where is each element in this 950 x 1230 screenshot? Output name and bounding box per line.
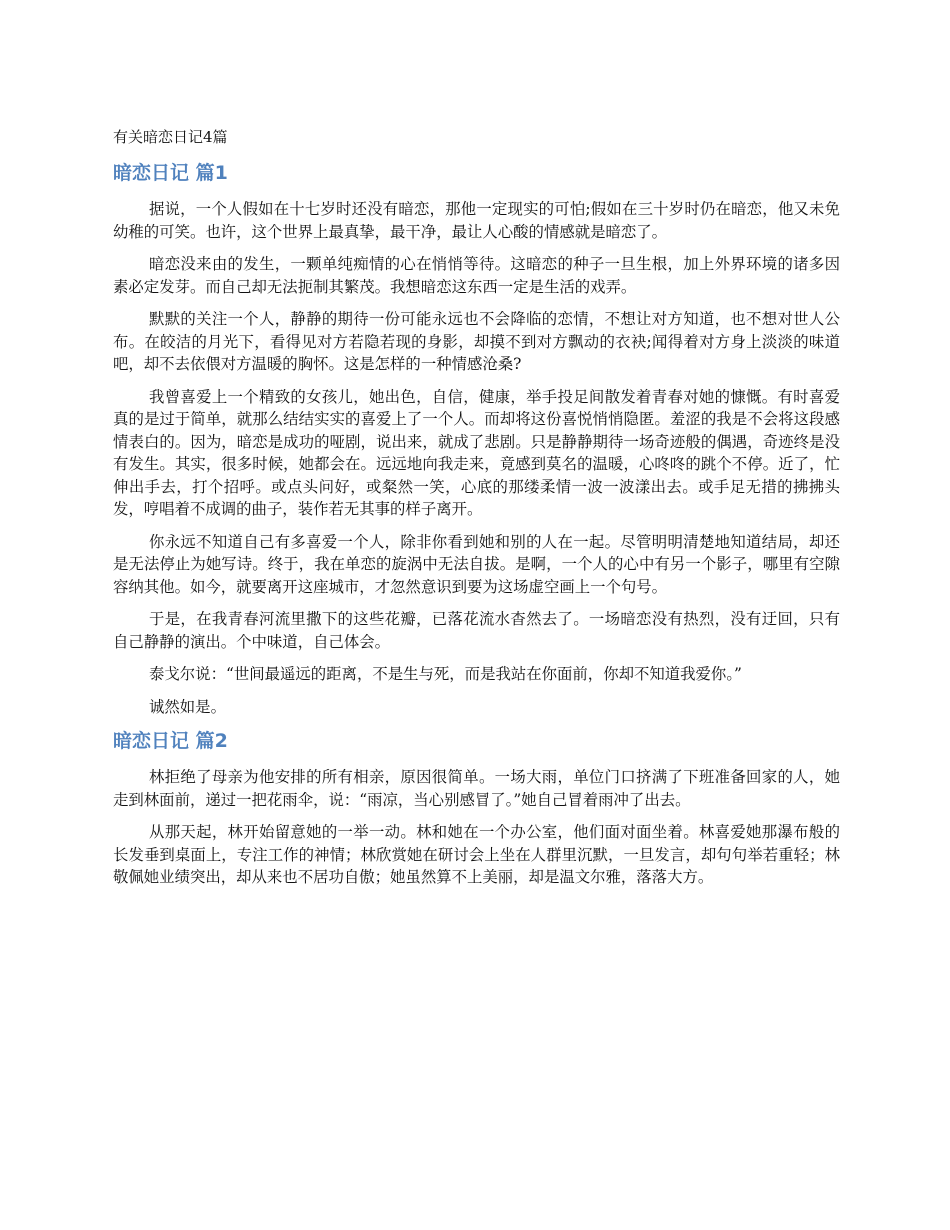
paragraph: 你永远不知道自己有多喜爱一个人，除非你看到她和别的人在一起。尽管明明清楚地知道结局，却还是无法停止为她写诗。终于，我在单恋的旋涡中无法自拔。是啊，一个人的心中有另一个影子，哪里有空隙容纳其他。如今，就要离开这座城市，才忽然意识到要为这场虚空画上一个句号。 <box>113 532 840 596</box>
paragraph: 林拒绝了母亲为他安排的所有相亲，原因很简单。一场大雨，单位门口挤满了下班准备回家的人，她走到林面前，递过一把花雨伞，说：“雨凉，当心别感冒了。”她自己冒着雨冲了出去。 <box>113 768 840 809</box>
document-title: 有关暗恋日记4篇 <box>113 128 228 146</box>
section-1 <box>113 160 840 718</box>
paragraph: 暗恋没来由的发生，一颗单纯痴情的心在悄悄等待。这暗恋的种子一旦生根，加上外界环境的诸多因素必定发芽。而自己却无法扼制其繁茂。我想暗恋这东西一定是生活的戏弄。 <box>113 255 840 296</box>
document-page <box>113 124 840 899</box>
section-2 <box>113 728 840 889</box>
section-heading: 暗恋日记 篇1 <box>113 162 228 184</box>
paragraph: 据说，一个人假如在十七岁时还没有暗恋，那他一定现实的可怕;假如在三十岁时仍在暗恋，他又未免幼稚的可笑。也许，这个世界上最真挚，最干净，最让人心酸的情感就是暗恋了。 <box>113 200 840 241</box>
paragraph: 于是，在我青春河流里撒下的这些花瓣，已落花流水杳然去了。一场暗恋没有热烈，没有迂回，只有自己静静的演出。个中味道，自己体会。 <box>113 610 840 651</box>
paragraph: 诚然如是。 <box>149 697 226 716</box>
paragraph: 泰戈尔说：“世间最遥远的距离，不是生与死，而是我站在你面前，你却不知道我爱你。” <box>149 665 742 683</box>
paragraph: 我曾喜爱上一个精致的女孩儿，她出色，自信，健康，举手投足间散发着青春对她的慷慨。有时喜爱真的是过于简单，就那么结结实实的喜爱上了一个人。而却将这份喜悦悄悄隐匿。羞涩的我是不会将这段感情表白的。因为，暗恋是成功的哑剧，说出来，就成了悲剧。只是静静期待一场奇迹般的偶遇，奇迹终是没有发生。其实，很多时候，她都会在。远远地向我走来，竟感到莫名的温暖，心咚咚的跳个不停。近了，忙伸出手去，打个招呼。或点头问好，或粲然一笑，心底的那缕柔情一波一波漾出去。或手足无措的拂拂头发，哼唱着不成调的曲子，装作若无其事的样子离开。 <box>113 387 840 518</box>
section-heading: 暗恋日记 篇2 <box>113 730 228 752</box>
paragraph: 从那天起，林开始留意她的一举一动。林和她在一个办公室，他们面对面坐着。林喜爱她那瀑布般的长发垂到桌面上，专注工作的神情；林欣赏她在研讨会上坐在人群里沉默，一旦发言，却句句举若重轻；林敬佩她业绩突出，却从来也不居功自傲；她虽然算不上美丽，却是温文尔雅，落落大方。 <box>113 823 840 886</box>
paragraph: 默默的关注一个人，静静的期待一份可能永远也不会降临的恋情，不想让对方知道，也不想对世人公布。在皎洁的月光下，看得见对方若隐若现的身影，却摸不到对方飘动的衣袂;闻得着对方身上淡淡的味道吧，却不去依偎对方温暖的胸怀。这是怎样的一种情感沧桑? <box>113 310 840 373</box>
